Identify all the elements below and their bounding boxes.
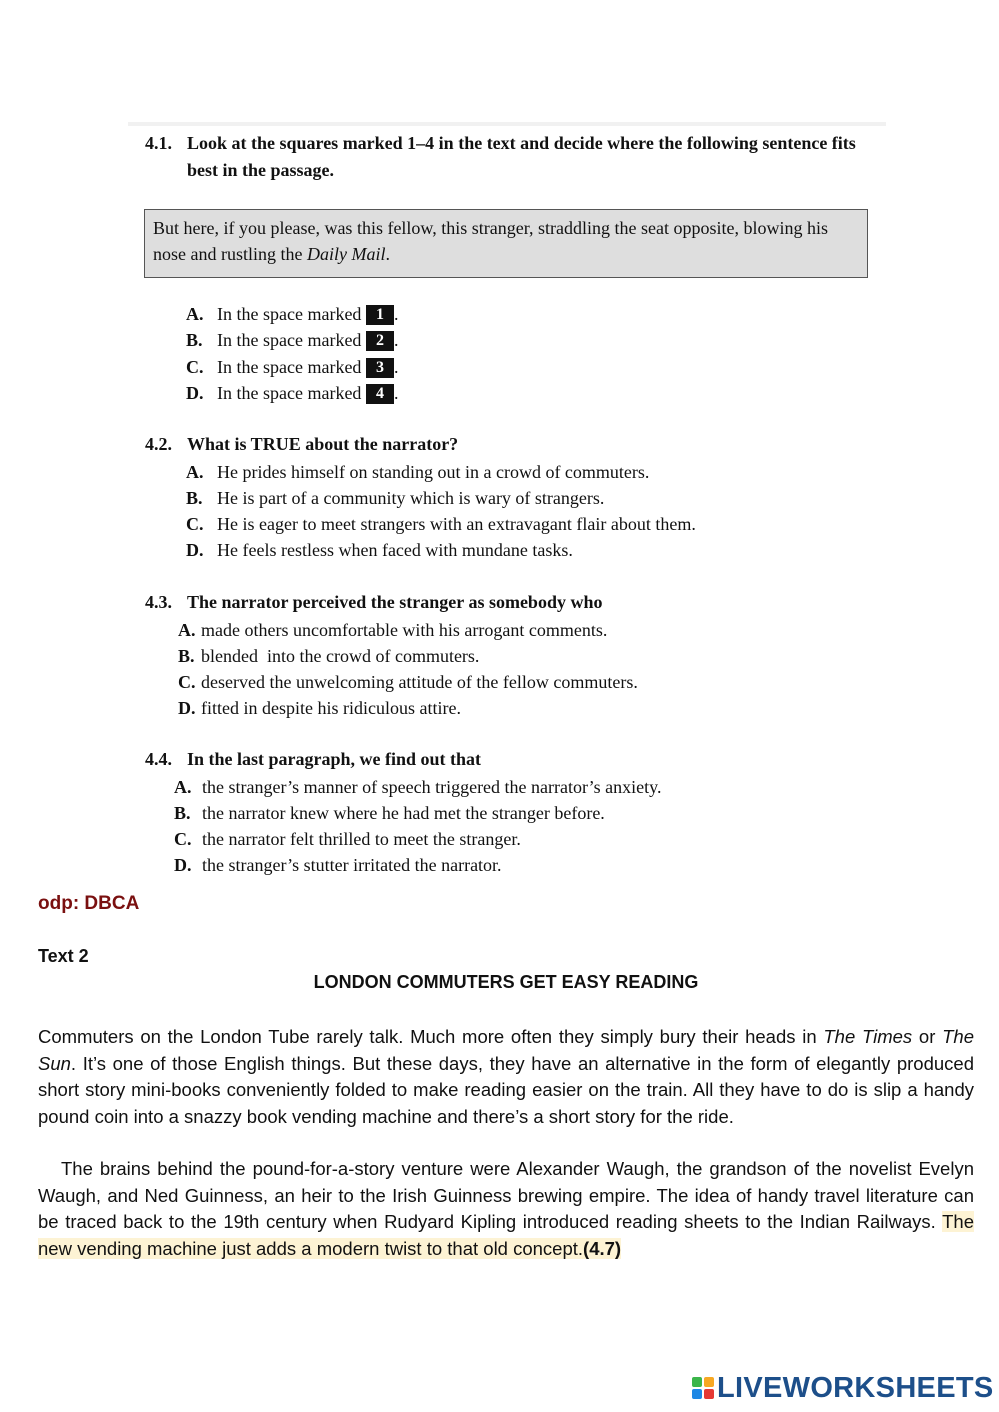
quote-italic-title: Daily Mail (306, 244, 386, 264)
option-letter: B. (186, 488, 203, 508)
question-4-2 (145, 434, 458, 455)
square-marker: 3 (366, 358, 394, 378)
question-number: 4.2. (145, 434, 172, 454)
option-text: He feels restless when faced with mundane tasks. (217, 540, 573, 560)
question-number: 4.3. (145, 592, 172, 612)
option-text: He is eager to meet strangers with an extravagant flair about them. (217, 514, 696, 534)
quote-text: But here, if you please, was this fellow, this stranger, straddling the seat opposite, blowing his nose and rustling the (153, 218, 828, 264)
option-4-2-b[interactable] (186, 485, 604, 511)
option-4-2-d[interactable] (186, 537, 573, 563)
question-4-1 (145, 130, 870, 184)
question-text: In the last paragraph, we find out that (187, 749, 482, 769)
option-4-3-c[interactable] (178, 669, 638, 695)
option-letter: D. (186, 383, 204, 403)
brand-name: LIVEWORKSHEETS (717, 1371, 994, 1404)
question-text: The narrator perceived the stranger as somebody who (187, 592, 603, 612)
question-text: Look at the squares marked 1–4 in the text and decide where the following sentence fits best in the passage. (187, 133, 856, 180)
scan-edge (128, 122, 886, 126)
option-4-4-d[interactable] (174, 852, 502, 878)
option-text: deserved the unwelcoming attitude of the fellow commuters. (201, 672, 638, 692)
option-letter: A. (174, 777, 192, 797)
article-paragraph-1 (38, 1024, 974, 1130)
option-text: In the space marked (217, 304, 362, 324)
para-text: Commuters on the London Tube rarely talk. Much more often they simply bury their heads in (38, 1026, 824, 1047)
option-letter: D. (178, 698, 196, 718)
para-text: or (912, 1026, 943, 1047)
option-text: In the space marked (217, 383, 362, 403)
option-4-3-b[interactable] (178, 643, 479, 669)
question-4-3 (145, 592, 602, 613)
option-letter: D. (174, 855, 192, 875)
article-title: LONDON COMMUTERS GET EASY READING (313, 972, 699, 992)
option-4-3-a[interactable] (178, 617, 607, 643)
option-letter: C. (174, 829, 192, 849)
article-paragraph-2 (38, 1156, 974, 1262)
option-letter: A. (186, 304, 204, 324)
option-4-4-b[interactable] (174, 800, 605, 826)
liveworksheets-logo (692, 1372, 994, 1404)
option-text: He prides himself on standing out in a crowd of commuters. (217, 462, 650, 482)
option-text: fitted in despite his ridiculous attire. (201, 698, 461, 718)
quote-end: . (385, 244, 390, 264)
logo-square-i (704, 1377, 714, 1387)
option-4-1-b[interactable]: B. In the space marked 2 . (186, 327, 398, 353)
option-4-1-a[interactable]: A. In the space marked 1 . (186, 301, 398, 327)
option-4-2-c[interactable] (186, 511, 696, 537)
para-text: The brains behind the pound-for-a-story venture were Alexander Waugh, the grandson of the novelist Evelyn Waugh, and Ned Guinness, an heir to the Irish Guinness brewing empire. The idea of handy travel literature can be traced back to the 19th century when Rudyard Kipling introduced reading sheets to the Indian Railways. (38, 1158, 974, 1233)
option-text: In the space marked (217, 357, 362, 377)
option-letter: A. (186, 462, 204, 482)
option-text: the narrator knew where he had met the stranger before. (202, 803, 605, 823)
option-4-1-d[interactable]: D. In the space marked 4 . (186, 380, 398, 406)
logo-square-v (692, 1389, 702, 1399)
option-text: the narrator felt thrilled to meet the stranger. (202, 829, 521, 849)
option-letter: B. (174, 803, 191, 823)
option-letter: C. (186, 357, 204, 377)
newspaper-title: The Sun (38, 1026, 974, 1074)
quoted-sentence-box (144, 209, 868, 278)
brand-logo-icon (692, 1377, 714, 1399)
option-letter: C. (186, 514, 204, 534)
question-text: What is TRUE about the narrator? (187, 434, 459, 454)
square-marker: 1 (366, 305, 394, 325)
option-letter: B. (178, 646, 195, 666)
option-text: made others uncomfortable with his arrogant comments. (201, 620, 608, 640)
question-number: 4.4. (145, 749, 172, 769)
para-text: . It’s one of those English things. But these days, they have an alternative in the form of elegantly produced short story mini-books conveniently folded to make reading easier on the train. All they have to do is slip a handy pound coin into a snazzy book vending machine and there’s a short story for the ride. (38, 1052, 974, 1127)
option-letter: C. (178, 672, 196, 692)
option-text: In the space marked (217, 330, 362, 350)
option-4-1-c[interactable]: C. In the space marked 3 . (186, 354, 398, 380)
option-letter: A. (178, 620, 196, 640)
option-4-2-a[interactable] (186, 459, 649, 485)
option-4-4-a[interactable] (174, 774, 661, 800)
square-marker: 4 (366, 384, 394, 404)
square-marker: 2 (366, 331, 394, 351)
option-text: blended into the crowd of commuters. (201, 646, 480, 666)
answer-key: odp: DBCA (38, 893, 140, 914)
option-text: He is part of a community which is wary of strangers. (217, 488, 605, 508)
gap-marker: (4.7) (583, 1237, 622, 1259)
question-4-4 (145, 749, 481, 770)
question-number: 4.1. (145, 133, 172, 153)
option-letter: B. (186, 330, 203, 350)
option-4-4-c[interactable] (174, 826, 521, 852)
highlight-text: The new vending machine just adds a modern twist to that old concept. (38, 1211, 974, 1259)
logo-square-e (704, 1389, 714, 1399)
option-text: the stranger’s manner of speech triggered the narrator’s anxiety. (202, 777, 662, 797)
newspaper-title: The Times (823, 1026, 913, 1047)
option-4-3-d[interactable] (178, 695, 461, 721)
logo-square-l (692, 1377, 702, 1387)
option-letter: D. (186, 540, 204, 560)
option-text: the stranger’s stutter irritated the narrator. (202, 855, 502, 875)
section-label: Text 2 (38, 946, 89, 966)
